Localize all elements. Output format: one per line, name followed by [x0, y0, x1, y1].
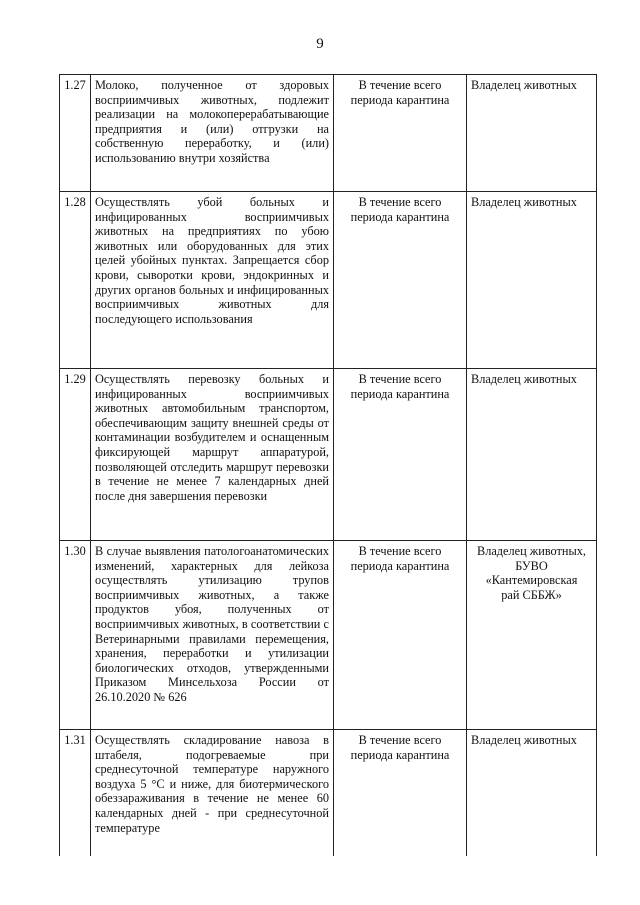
table-row: [60, 192, 597, 369]
page-number: 9: [316, 36, 324, 52]
measure-period: В течение всего периода карантина: [334, 730, 467, 857]
measure-period: В течение всего периода карантина: [334, 369, 467, 541]
measure-responsible: Владелец животных: [467, 75, 597, 192]
measure-description: Осуществлять убой больных и инфицированных восприимчивых животных на предприятиях по убою животных или оборудованных для этих целей убойных пунктах. Запрещается сбор крови, сыворотки крови, эндокринных и других органов больных и инфицированных восприимчивых животных для последующего использования: [91, 192, 334, 369]
table-row: [60, 541, 597, 730]
measure-description: Осуществлять перевозку больных и инфицированных восприимчивых животных автомобильным транспортом, обеспечивающим защиту внешней среды от контаминации возбудителем и оснащенным фиксирующей маршрут аппаратурой, позволяющей отследить маршрут перевозки в течение не менее 7 календарных дней после дня завершения перевозки: [91, 369, 334, 541]
table-row: [60, 75, 597, 192]
measure-responsible: Владелец животных, БУВО «Кантемировская рай СББЖ»: [467, 541, 597, 730]
row-number: 1.28: [60, 192, 91, 369]
table-row: [60, 730, 597, 857]
measure-description: Осуществлять складирование навоза в штабеля, подогреваемые при среднесуточной температуре наружного воздуха 5 °С и ниже, для биотермического обеззараживания в течение не менее 60 календарных дней - при среднесуточной температуре: [91, 730, 334, 857]
row-number: 1.27: [60, 75, 91, 192]
row-number: 1.30: [60, 541, 91, 730]
measure-period: В течение всего периода карантина: [334, 75, 467, 192]
table-row: [60, 369, 597, 541]
measure-description: Молоко, полученное от здоровых восприимчивых животных, подлежит реализации на молокоперерабатывающие предприятия и (или) отгрузки на собственную переработку, и (или) использованию внутри хозяйства: [91, 75, 334, 192]
measure-period: В течение всего периода карантина: [334, 192, 467, 369]
row-number: 1.31: [60, 730, 91, 857]
measure-responsible: Владелец животных: [467, 192, 597, 369]
row-number: 1.29: [60, 369, 91, 541]
measure-period: В течение всего периода карантина: [334, 541, 467, 730]
measure-responsible: Владелец животных: [467, 730, 597, 857]
measure-responsible: Владелец животных: [467, 369, 597, 541]
measure-description: В случае выявления патологоанатомических изменений, характерных для лейкоза осуществлять утилизацию трупов восприимчивых животных, а также продуктов убоя, полученных от восприимчивых животных, в соответствии с Ветеринарными правилами перемещения, хранения, переработки и утилизации биологических отходов, утвержденными Приказом Минсельхоза России от 26.10.2020 № 626: [91, 541, 334, 730]
measures-table: [59, 74, 597, 856]
